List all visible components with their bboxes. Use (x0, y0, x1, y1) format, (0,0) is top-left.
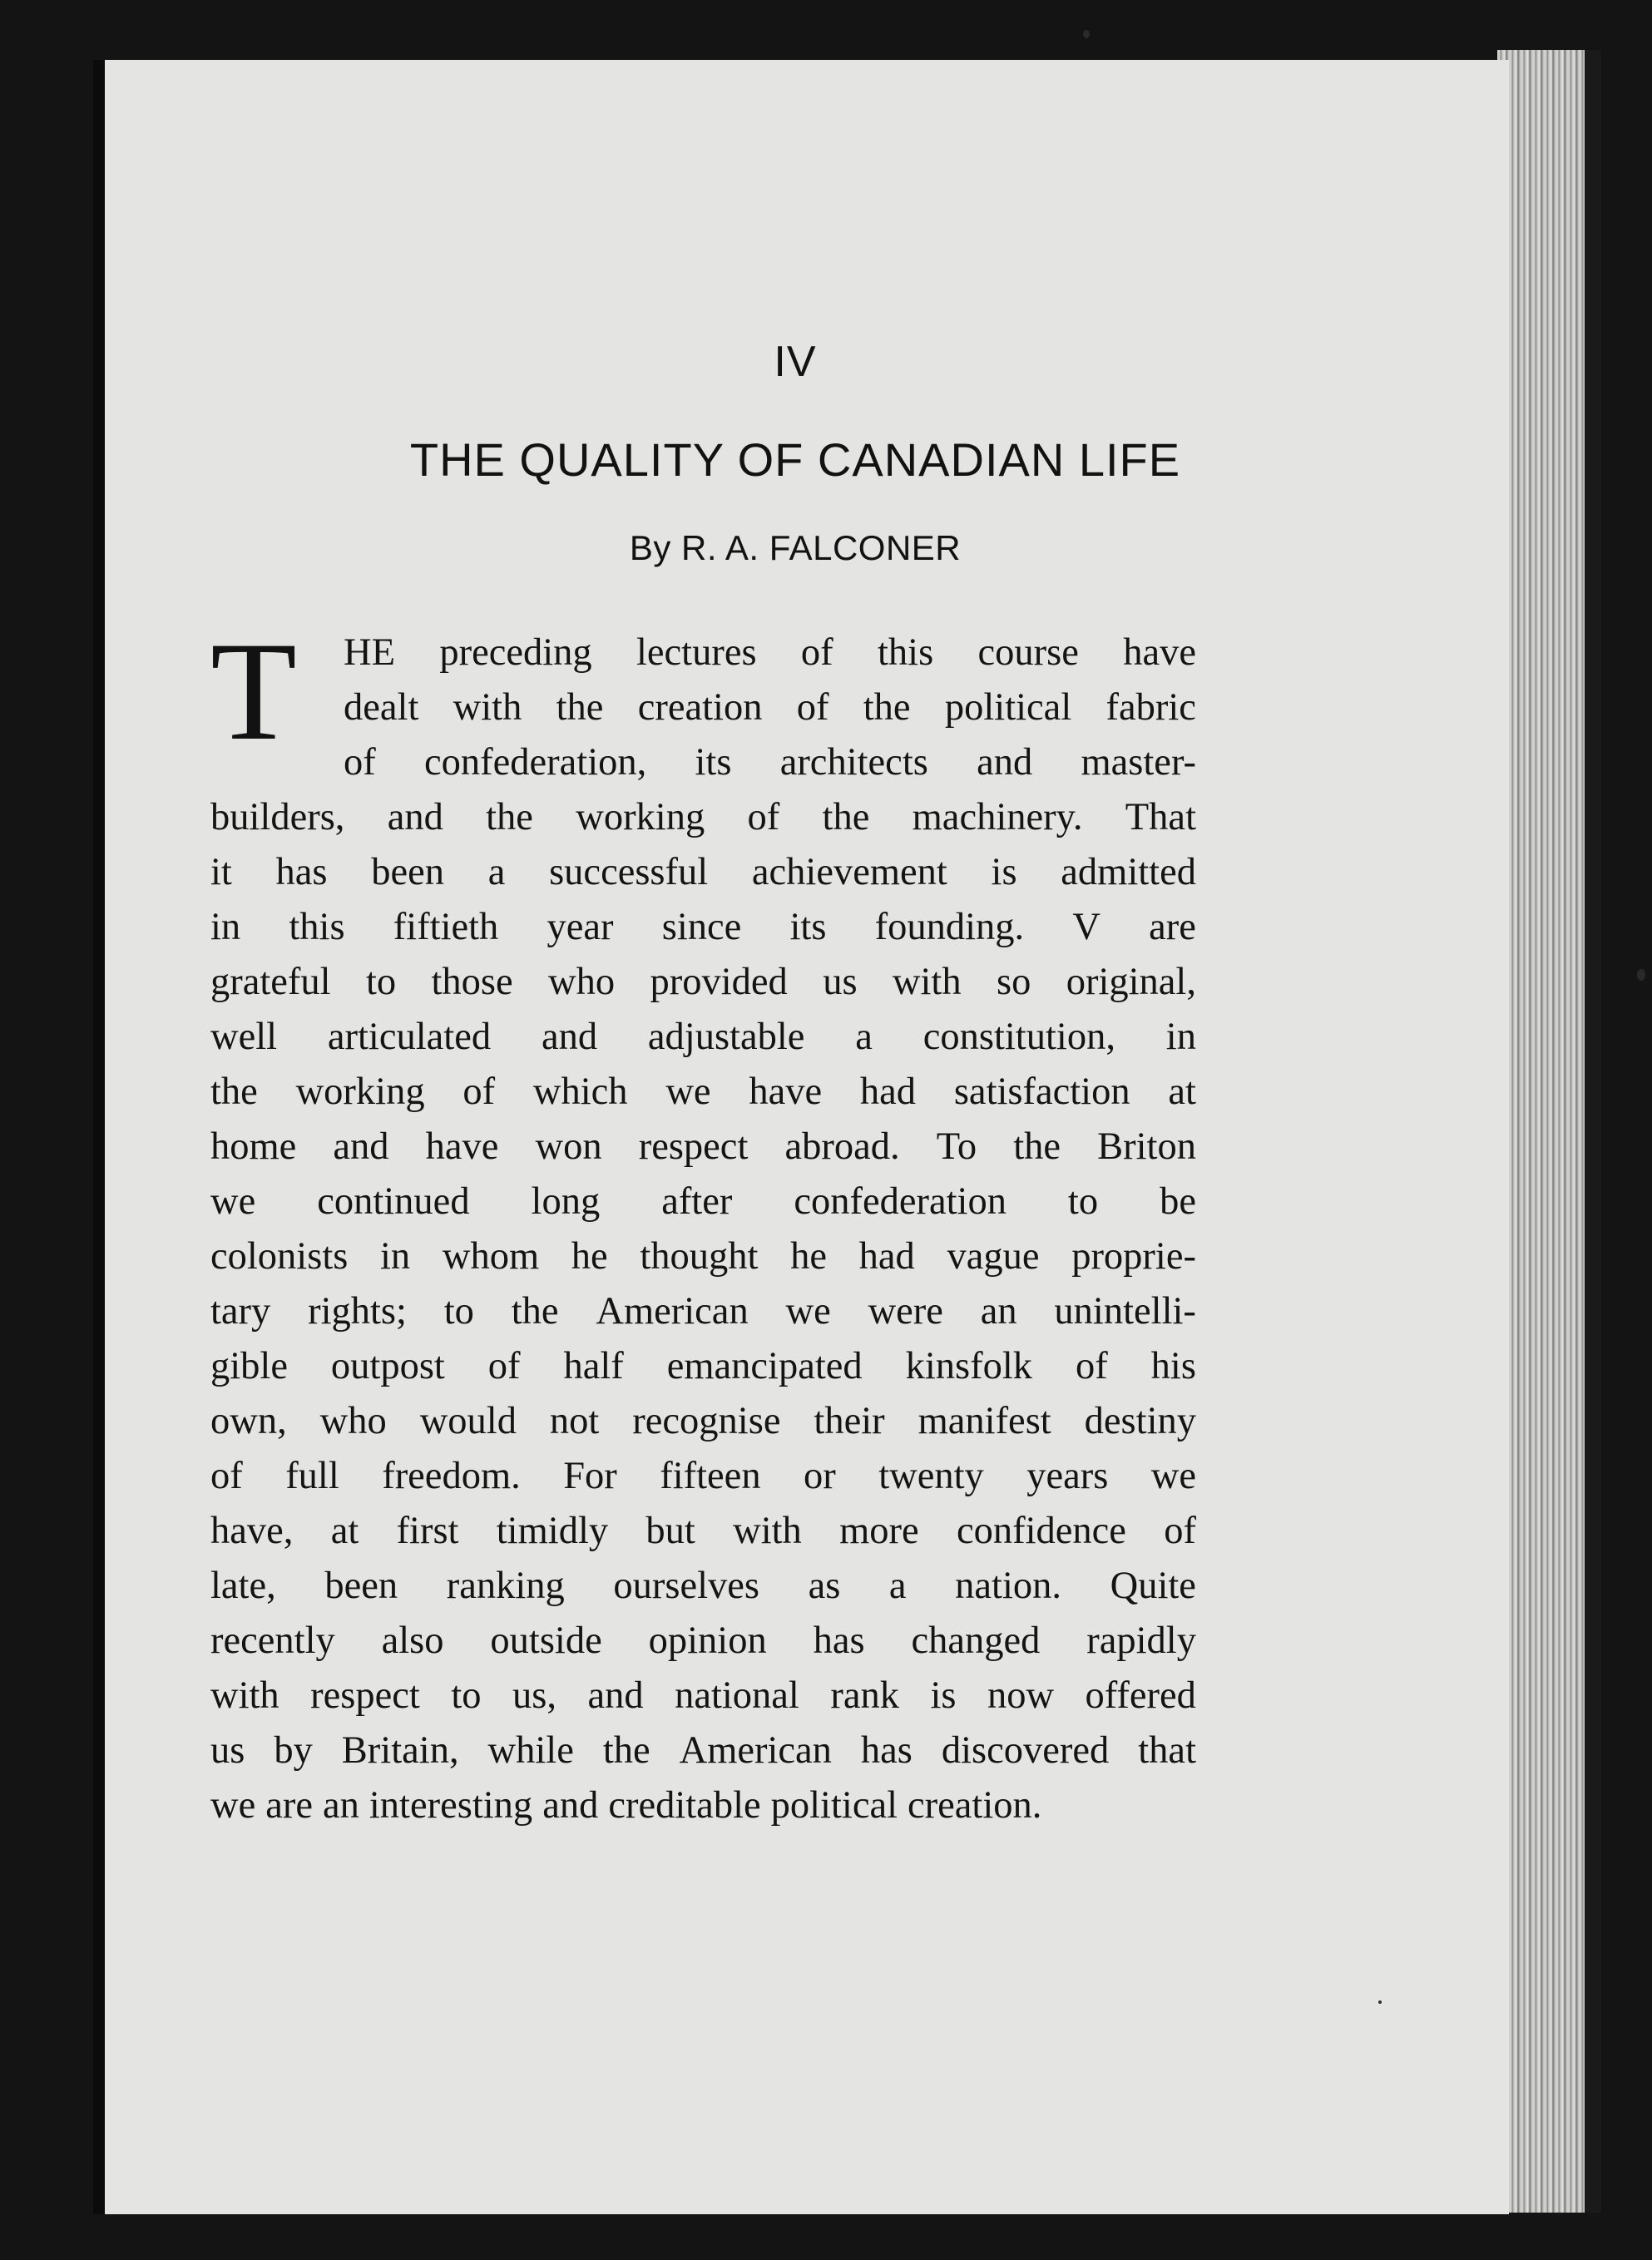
word: of (210, 1455, 243, 1497)
word: satisfaction (953, 1071, 1130, 1113)
word: continued (317, 1180, 470, 1223)
word: it (210, 851, 232, 893)
word: interesting (368, 1784, 533, 1827)
word: as (808, 1565, 841, 1607)
word: is (930, 1674, 957, 1717)
text-line (210, 900, 1196, 955)
word: working (295, 1071, 425, 1113)
word: we (665, 1071, 711, 1113)
word: to (1067, 1180, 1099, 1223)
word: provided (650, 961, 788, 1003)
text-line (210, 1614, 1196, 1669)
word: the (210, 1071, 258, 1113)
word: this (289, 906, 345, 948)
word: is (991, 851, 1017, 893)
word: we (785, 1290, 831, 1333)
word: constitution, (922, 1016, 1115, 1058)
text-line (210, 1284, 1196, 1339)
word: have (425, 1125, 499, 1168)
word: to (443, 1290, 474, 1333)
word: For (563, 1455, 617, 1497)
word: has (813, 1620, 865, 1662)
word: Quite (1110, 1565, 1196, 1607)
word: founding. (874, 906, 1025, 948)
word: recently (210, 1620, 335, 1662)
word: were (868, 1290, 943, 1333)
word: with (453, 686, 522, 729)
word: well (210, 1016, 278, 1058)
text-line (210, 1339, 1196, 1394)
word: American (596, 1290, 749, 1333)
word: kinsfolk (905, 1345, 1033, 1387)
word: who (319, 1400, 387, 1442)
word: the (511, 1290, 559, 1333)
word: respect (638, 1125, 749, 1168)
word: outside (490, 1620, 602, 1662)
word: admitted (1061, 851, 1196, 893)
text-line (210, 1504, 1196, 1559)
word: working (576, 796, 705, 838)
word: ranking (446, 1565, 565, 1607)
word: us (823, 961, 858, 1003)
word: are (265, 1784, 313, 1827)
word: creditable (608, 1784, 761, 1827)
word: us (210, 1729, 245, 1772)
word: with (210, 1674, 279, 1717)
word: this (877, 631, 934, 674)
word: those (431, 961, 513, 1003)
word: abroad. (784, 1125, 900, 1168)
word: political (944, 686, 1072, 729)
word: freedom. (382, 1455, 521, 1497)
word: political (770, 1784, 898, 1827)
word: and (542, 1784, 599, 1827)
word: creation. (908, 1784, 1042, 1827)
text-line (210, 680, 1196, 735)
word: master- (1081, 741, 1196, 784)
word: rank (830, 1674, 899, 1717)
word: To (936, 1125, 977, 1168)
word: and (333, 1125, 389, 1168)
word: proprie- (1071, 1235, 1196, 1278)
word: of (1164, 1510, 1196, 1552)
text-line (210, 1065, 1196, 1120)
text-line (210, 1010, 1196, 1065)
word: of (796, 686, 829, 729)
word: outpost (330, 1345, 445, 1387)
word: or (804, 1455, 836, 1497)
word: home (210, 1125, 297, 1168)
word: fifteen (660, 1455, 761, 1497)
word: own, (210, 1400, 287, 1442)
word: unintelli- (1054, 1290, 1196, 1333)
text-line (210, 955, 1196, 1010)
text-line (210, 1559, 1196, 1614)
text-line (210, 1669, 1196, 1723)
word: fiftieth (393, 906, 499, 948)
page-edge-stack (1497, 50, 1597, 2213)
word: their (814, 1400, 885, 1442)
word: an (323, 1784, 359, 1827)
word: architects (779, 741, 928, 784)
word: a (855, 1016, 873, 1058)
word: thought (640, 1235, 759, 1278)
word: manifest (918, 1400, 1051, 1442)
chapter-number: IV (774, 338, 817, 386)
word: ourselves (613, 1565, 759, 1607)
word: in (210, 906, 241, 948)
binding-shadow (1585, 50, 1601, 2213)
word: more (839, 1510, 919, 1552)
word: while (487, 1729, 574, 1772)
drop-cap: T (210, 613, 297, 769)
word: us, (512, 1674, 556, 1717)
word: opinion (648, 1620, 767, 1662)
word: full (285, 1455, 339, 1497)
word: dealt (344, 686, 419, 729)
word: its (789, 906, 827, 948)
word: of (747, 796, 780, 838)
word: emancipated (666, 1345, 863, 1387)
text-line (210, 735, 1196, 790)
word: at (1168, 1071, 1196, 1113)
word: of (344, 741, 376, 784)
word: won (535, 1125, 602, 1168)
text-line (210, 1229, 1196, 1284)
word: and (977, 741, 1033, 784)
word: the (863, 686, 911, 729)
word: the (602, 1729, 650, 1772)
word: in (1165, 1016, 1196, 1058)
word: its (695, 741, 732, 784)
word: who (548, 961, 616, 1003)
word: timidly (496, 1510, 609, 1552)
word: V (1072, 906, 1101, 948)
text-line (210, 1175, 1196, 1229)
word: offered (1085, 1674, 1196, 1717)
word: adjustable (647, 1016, 805, 1058)
word: a (888, 1565, 907, 1607)
word: had (859, 1071, 917, 1113)
word: have (1123, 631, 1196, 674)
word: of (1075, 1345, 1108, 1387)
word: Briton (1097, 1125, 1196, 1168)
word: twenty (878, 1455, 984, 1497)
word: grateful (210, 961, 331, 1003)
word: has (860, 1729, 913, 1772)
body-paragraph (210, 613, 1196, 1833)
word: an (980, 1290, 1017, 1333)
word: have (749, 1071, 823, 1113)
word: we (210, 1784, 256, 1827)
word: are (1149, 906, 1196, 948)
word: in (380, 1235, 411, 1278)
text-line (210, 1394, 1196, 1449)
text-line (210, 1778, 1196, 1833)
word: machinery. (912, 796, 1083, 838)
word: course (977, 631, 1079, 674)
text-line (210, 845, 1196, 900)
word: first (396, 1510, 459, 1552)
word: has (275, 851, 328, 893)
word: he (790, 1235, 827, 1278)
word: the (1013, 1125, 1061, 1168)
word: of (487, 1345, 521, 1387)
word: by (274, 1729, 313, 1772)
word: would (419, 1400, 517, 1442)
author-byline: By R. A. FALCONER (629, 528, 962, 567)
word: also (381, 1620, 444, 1662)
word: been (324, 1565, 398, 1607)
word: original, (1066, 961, 1196, 1003)
word: lectures (636, 631, 757, 674)
word: and (541, 1016, 598, 1058)
word: we (210, 1180, 256, 1223)
word: not (549, 1400, 600, 1442)
word: years (1026, 1455, 1109, 1497)
word: gible (210, 1345, 288, 1387)
word: recognise (632, 1400, 781, 1442)
word: now (987, 1674, 1055, 1717)
chapter-title: THE QUALITY OF CANADIAN LIFE (409, 433, 1181, 486)
word: nation. (955, 1565, 1062, 1607)
text-line (210, 626, 1196, 680)
word: so (996, 961, 1031, 1003)
word: had (858, 1235, 915, 1278)
word: but (645, 1510, 695, 1552)
word: Britain, (341, 1729, 459, 1772)
word: national (675, 1674, 799, 1717)
word: have, (210, 1510, 294, 1552)
word: changed (911, 1620, 1041, 1662)
word: American (679, 1729, 832, 1772)
word: achievement (751, 851, 947, 893)
text-line (210, 790, 1196, 845)
word: the (822, 796, 870, 838)
word: HE (344, 631, 395, 674)
word: rights; (308, 1290, 407, 1333)
word: and (587, 1674, 644, 1717)
word: and (387, 796, 443, 838)
word: fabric (1105, 686, 1196, 729)
word: builders, (210, 796, 345, 838)
word: discovered (941, 1729, 1110, 1772)
word: at (330, 1510, 359, 1552)
word: rapidly (1086, 1620, 1196, 1662)
word: preceding (439, 631, 592, 674)
word: he (571, 1235, 608, 1278)
word: of (800, 631, 833, 674)
text-line (210, 1449, 1196, 1504)
text-line (210, 1120, 1196, 1175)
word: with (733, 1510, 802, 1552)
word: confederation, (424, 741, 647, 784)
word: tary (210, 1290, 271, 1333)
word: we (1150, 1455, 1196, 1497)
word: the (556, 686, 604, 729)
word: been (371, 851, 445, 893)
word: That (1125, 796, 1196, 838)
word: to (451, 1674, 482, 1717)
word: respect (310, 1674, 420, 1717)
word: confederation (794, 1180, 1007, 1223)
word: destiny (1084, 1400, 1196, 1442)
word: his (1150, 1345, 1196, 1387)
word: be (1160, 1180, 1196, 1223)
word: creation (637, 686, 763, 729)
word: whom (442, 1235, 540, 1278)
word: a (487, 851, 506, 893)
word: which (532, 1071, 628, 1113)
word: to (365, 961, 397, 1003)
word: late, (210, 1565, 276, 1607)
word: articulated (327, 1016, 492, 1058)
word: the (486, 796, 533, 838)
word: colonists (210, 1235, 349, 1278)
word: of (462, 1071, 496, 1113)
word: vague (947, 1235, 1040, 1278)
word: since (661, 906, 742, 948)
word: after (661, 1180, 733, 1223)
word: year (547, 906, 614, 948)
word: with (892, 961, 962, 1003)
word: that (1138, 1729, 1196, 1772)
word: half (563, 1345, 624, 1387)
text-line (210, 1723, 1196, 1778)
word: long (531, 1180, 601, 1223)
word: successful (549, 851, 709, 893)
word: confidence (956, 1510, 1126, 1552)
